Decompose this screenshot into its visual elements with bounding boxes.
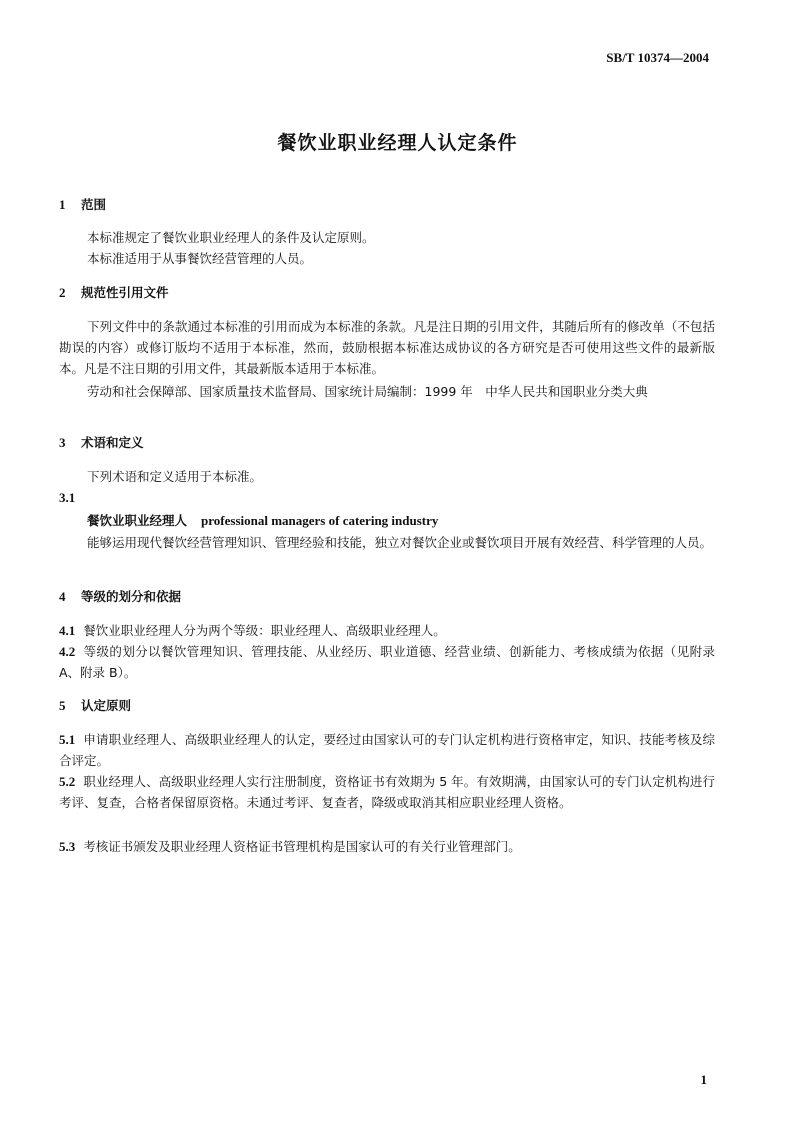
section-title: 规范性引用文件 [81, 285, 169, 300]
clause-number: 5.3 [59, 839, 76, 854]
section-5-heading [59, 696, 131, 714]
section-1-para-2: 本标准适用于从事餐饮经营管理的人员。 [87, 251, 313, 266]
section-2-heading [59, 283, 169, 301]
term-entry [59, 510, 715, 531]
clause-5-1 [59, 729, 715, 771]
clause-text: 等级的划分以餐饮管理知识、管理技能、从业经历、职业道德、经营业绩、创新能力、考核成绩为依据（见附录 A、附录 B）。 [59, 644, 715, 680]
clause-text: 职业经理人、高级职业经理人实行注册制度，资格证书有效期为 5 年。有效期满，由国家认可的专门认定机构进行考评、复查，合格者保留原资格。未通过考评、复查者，降级或取消其相应职业经理人资格。 [59, 774, 715, 810]
clause-number: 3.1 [59, 490, 76, 505]
section-number: 5 [59, 698, 66, 713]
clause-number: 5.1 [59, 732, 76, 747]
section-2-para-2: 劳动和社会保障部、国家质量技术监督局、国家统计局编制：1999 年 中华人民共和国职业分类大典 [87, 384, 648, 399]
section-number: 1 [59, 197, 66, 212]
term-chinese: 餐饮业职业经理人 [87, 513, 188, 528]
clause-number: 5.2 [59, 774, 76, 789]
clause-4-2 [59, 641, 715, 683]
section-title: 范围 [81, 197, 107, 212]
clause-number: 4.1 [59, 623, 76, 638]
document-title: 餐饮业职业经理人认定条件 [277, 132, 518, 154]
section-number: 4 [59, 589, 66, 604]
clause-5-3 [59, 836, 715, 857]
section-title: 认定原则 [81, 698, 132, 713]
section-number: 2 [59, 285, 66, 300]
clause-number: 4.2 [59, 644, 76, 659]
section-number: 3 [59, 435, 66, 450]
section-3-heading [59, 433, 144, 451]
section-4-heading [59, 587, 181, 605]
term-definition: 能够运用现代餐饮经营管理知识、管理经验和技能，独立对餐饮企业或餐饮项目开展有效经营、科学管理的人员。 [87, 535, 713, 550]
clause-text: 申请职业经理人、高级职业经理人的认定，要经过由国家认可的专门认定机构进行资格审定，知识、技能考核及综合评定。 [59, 732, 715, 768]
section-title: 等级的划分和依据 [81, 589, 182, 604]
clause-5-2 [59, 771, 715, 813]
standard-code: SB/T 10374—2004 [606, 50, 709, 65]
clause-text: 餐饮业职业经理人分为两个等级：职业经理人、高级职业经理人。 [83, 623, 446, 638]
term-english: professional managers of catering industry [201, 513, 439, 528]
clause-text: 考核证书颁发及职业经理人资格证书管理机构是国家认可的有关行业管理部门。 [83, 839, 521, 854]
section-2-para-1: 下列文件中的条款通过本标准的引用而成为本标准的条款。凡是注日期的引用文件，其随后所有的修改单（不包括勘误的内容）或修订版均不适用于本标准，然而，鼓励根据本标准达成协议的各方研究是否可使用这些文件的最新版本。凡是不注日期的引用文件，其最新版本适用于本标准。 [59, 319, 715, 376]
section-1-heading [59, 195, 106, 213]
section-1-para-1: 本标准规定了餐饮业职业经理人的条件及认定原则。 [87, 230, 375, 245]
page-number: 1 [700, 1072, 707, 1087]
clause-4-1 [59, 620, 715, 641]
section-title: 术语和定义 [81, 435, 144, 450]
subclause-3-1-number [59, 487, 715, 508]
section-3-para-1: 下列术语和定义适用于本标准。 [87, 469, 263, 484]
